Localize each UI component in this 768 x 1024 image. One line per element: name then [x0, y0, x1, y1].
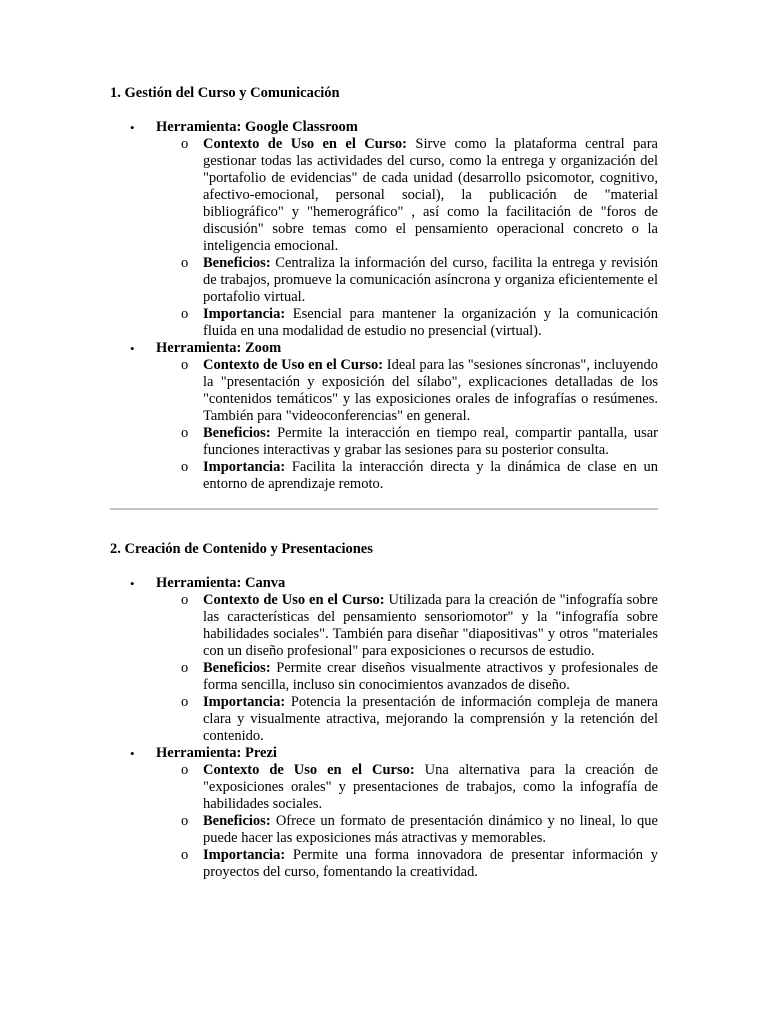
tool-list: [110, 575, 658, 881]
sub-item-label: Beneficios:: [203, 425, 271, 441]
sub-list: [156, 762, 658, 881]
sub-bullet-icon: o: [181, 255, 189, 271]
sub-item: [156, 847, 658, 881]
bullet-icon: •: [130, 746, 135, 761]
sub-item-text: Ideal para las "sesiones síncronas", incluyendo la "presentación y exposición del sílabo", explicaciones detalladas de los "contenidos temáticos" y las exposiciones orales de infografías o resúmenes. También para "videoconferencias" en general.: [203, 357, 659, 424]
sub-item: [156, 592, 658, 660]
bullet-icon: •: [130, 341, 135, 356]
sub-item-label: Beneficios:: [203, 255, 271, 271]
tool-title: Herramienta: Prezi: [156, 745, 277, 761]
tool-canva: [110, 575, 658, 745]
sub-bullet-icon: o: [181, 694, 189, 710]
section-divider: [110, 508, 658, 510]
sub-item: [156, 255, 658, 306]
sub-item-label: Importancia:: [203, 459, 286, 475]
sub-item: [156, 136, 658, 255]
tool-list: [110, 119, 658, 493]
sub-list: [156, 357, 658, 493]
sub-item-label: Importancia:: [203, 694, 286, 710]
sub-item-text: Una alternativa para la creación de "exposiciones orales" y presentaciones de trabajos, como la infografía de habilidades sociales.: [203, 762, 659, 812]
sub-item-label: Contexto de Uso en el Curso:: [203, 762, 415, 778]
tool-zoom: [110, 340, 658, 493]
sub-bullet-icon: o: [181, 660, 189, 676]
tool-prezi: [110, 745, 658, 881]
sub-bullet-icon: o: [181, 459, 189, 475]
sub-item-text: Facilita la interacción directa y la dinámica de clase en un entorno de aprendizaje remoto.: [203, 459, 659, 492]
section-content-creation: [110, 541, 658, 881]
tool-title: Herramienta: Google Classroom: [156, 119, 358, 135]
sub-item: [156, 813, 658, 847]
section-heading: 2. Creación de Contenido y Presentaciones: [110, 541, 373, 557]
sub-bullet-icon: o: [181, 592, 189, 608]
sub-list: [156, 592, 658, 745]
sub-item: [156, 425, 658, 459]
sub-item-text: Centraliza la información del curso, facilita la entrega y revisión de trabajos, promueve la comunicación asíncrona y organiza eficientemente el portafolio virtual.: [203, 255, 659, 305]
tool-title: Herramienta: Zoom: [156, 340, 282, 356]
sub-item: [156, 459, 658, 493]
sub-item-text: Potencia la presentación de información compleja de manera clara y visualmente atractiva, mejorando la comprensión y la retención del contenido.: [203, 694, 658, 744]
sub-item: [156, 357, 658, 425]
sub-list: [156, 136, 658, 340]
sub-item: [156, 762, 658, 813]
sub-bullet-icon: o: [181, 847, 189, 863]
sub-item-text: Utilizada para la creación de "infografía sobre las características del pensamiento sensoriomotor" y la "infografía sobre habilidades sociales". También para diseñar "diapositivas" y otros "materiales con un diseño profesional" para exposiciones o recursos de estudio.: [203, 592, 658, 659]
section-heading: 1. Gestión del Curso y Comunicación: [110, 85, 340, 101]
tool-title: Herramienta: Canva: [156, 575, 286, 591]
sub-item: [156, 306, 658, 340]
sub-item-text: Esencial para mantener la organización y la comunicación fluida en una modalidad de estudio no presencial (virtual).: [203, 306, 658, 339]
sub-bullet-icon: o: [181, 136, 189, 152]
bullet-icon: •: [130, 120, 135, 135]
sub-item-label: Beneficios:: [203, 660, 271, 676]
sub-item-label: Contexto de Uso en el Curso:: [203, 357, 384, 373]
sub-bullet-icon: o: [181, 357, 189, 373]
sub-bullet-icon: o: [181, 813, 189, 829]
sub-bullet-icon: o: [181, 762, 189, 778]
sub-bullet-icon: o: [181, 306, 189, 322]
sub-item: [156, 694, 658, 745]
sub-item: [156, 660, 658, 694]
tool-google-classroom: [110, 119, 658, 340]
section-course-management: [110, 85, 658, 493]
sub-item-text: Permite una forma innovadora de presentar información y proyectos del curso, fomentando la creatividad.: [203, 847, 658, 880]
sub-item-text: Permite crear diseños visualmente atractivos y profesionales de forma sencilla, incluso sin conocimientos avanzados de diseño.: [203, 660, 658, 693]
sub-item-label: Beneficios:: [203, 813, 271, 829]
sub-item-text: Ofrece un formato de presentación dinámico y no lineal, lo que puede hacer las exposiciones más atractivas y memorables.: [203, 813, 658, 846]
sub-item-label: Importancia:: [203, 306, 286, 322]
bullet-icon: •: [130, 576, 135, 591]
sub-bullet-icon: o: [181, 425, 189, 441]
sub-item-label: Importancia:: [203, 847, 286, 863]
sub-item-label: Contexto de Uso en el Curso:: [203, 592, 385, 608]
sub-item-label: Contexto de Uso en el Curso:: [203, 136, 407, 152]
sub-item-text: Sirve como la plataforma central para gestionar todas las actividades del curso, como la entrega y organización del "portafolio de evidencias" de cada unidad (desarrollo psicomotor, cognitivo, afectivo-emocional, personal social), la publicación de "material bibliográfico" y "hemerográfico" , así como la facilitación de "foros de discusión" sobre temas como el pensamiento operacional concreto o la inteligencia emocional.: [203, 136, 658, 254]
sub-item-text: Permite la interacción en tiempo real, compartir pantalla, usar funciones interactivas y grabar las sesiones para su posterior consulta.: [203, 425, 659, 458]
